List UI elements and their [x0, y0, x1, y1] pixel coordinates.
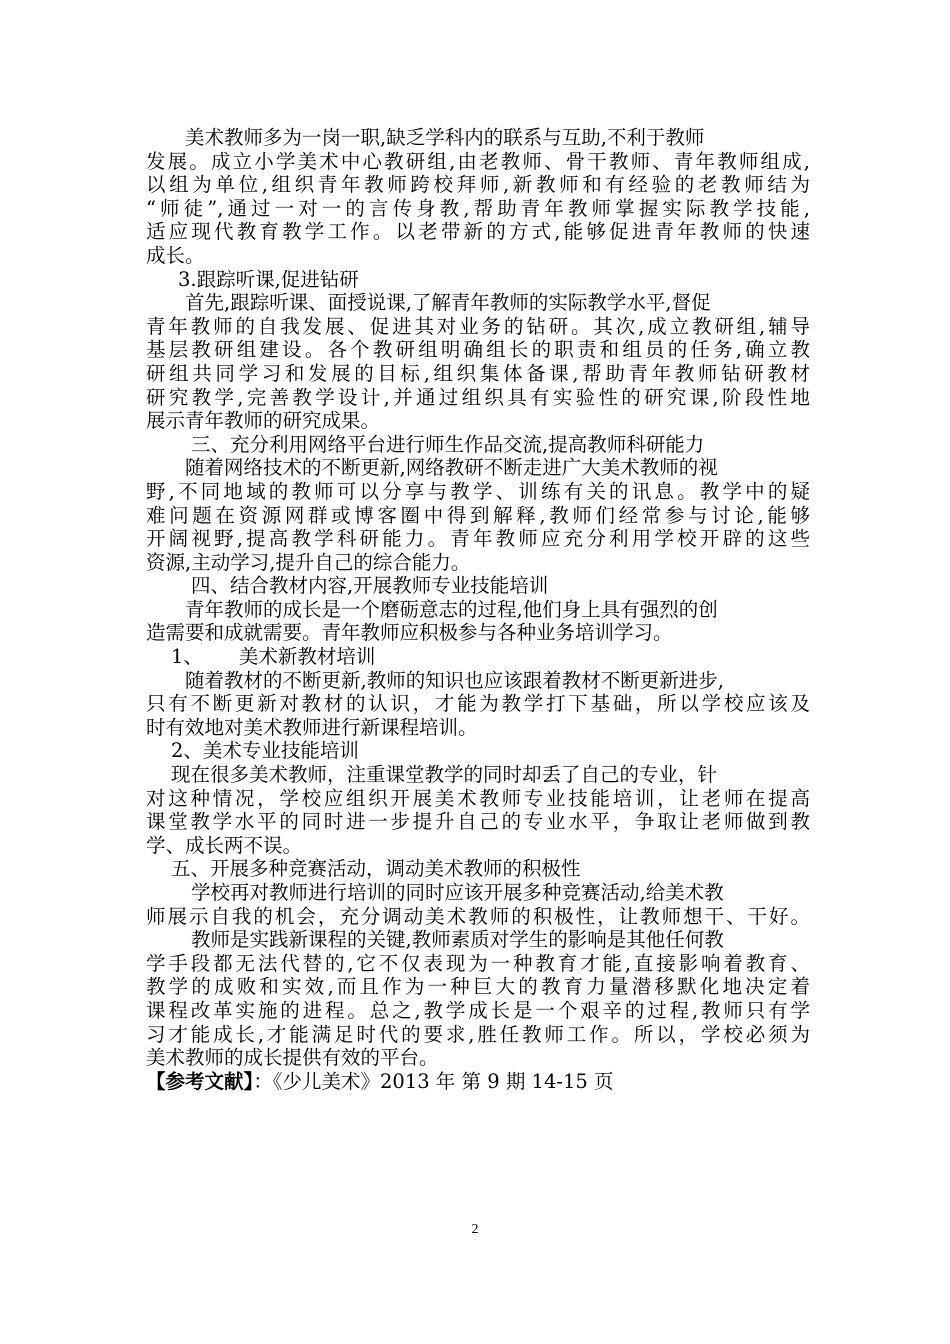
paragraph-line: 课堂教学水平的同时进一步提升自己的专业水平，争取让老师做到教 — [146, 810, 810, 834]
reference-label: 【参考文献】 — [146, 1069, 254, 1093]
paragraph-line: 时有效地对美术教师进行新课程培训。 — [146, 715, 478, 739]
paragraph-line: 青年教师的自我发展、促进其对业务的钻研。其次,成立教研组,辅导 — [146, 314, 810, 338]
subsection-number: 1、 — [171, 645, 203, 669]
paragraph-line: 成长。 — [146, 243, 205, 267]
paragraph-line: 习才能成长,才能满足时代的要求,胜任教师工作。所以，学校必须为 — [146, 1022, 810, 1046]
paragraph-line: 对这种情况，学校应组织开展美术教师专业技能培训，让老师在提高 — [146, 786, 810, 810]
paragraph-line: 学、成长两不误。 — [146, 833, 303, 857]
paragraph-line: 师展示自我的机会，充分调动美术教师的积极性，让教师想干、干好。 — [146, 904, 810, 928]
paragraph-line: “师徒”,通过一对一的言传身教,帮助青年教师掌握实际教学技能, — [146, 196, 810, 220]
paragraph-line: 教师是实践新课程的关键,教师素质对学生的影响是其他任何教 — [191, 928, 724, 952]
page-number: 2 — [471, 1222, 479, 1237]
paragraph-line: 随着网络技术的不断更新,网络教研不断走进广大美术教师的视 — [185, 456, 718, 480]
section-heading: 四、结合教材内容,开展教师专业技能培训 — [191, 574, 549, 598]
paragraph-line: 随着教材的不断更新,教师的知识也应该跟着教材不断更新进步, — [185, 668, 724, 692]
subsection-title: 美术新教材培训 — [238, 645, 376, 669]
paragraph-line: 造需要和成就需要。青年教师应积极参与各种业务培训学习。 — [146, 621, 673, 645]
paragraph-line: 资源,主动学习,提升自己的综合能力。 — [146, 550, 471, 574]
paragraph-line: 现在很多美术教师，注重课堂教学的同时却丢了自己的专业，针 — [171, 763, 718, 787]
subsection-heading — [146, 645, 810, 669]
paragraph-line: 教学的成败和实效,而且作为一种巨大的教育力量潜移默化地决定着 — [146, 975, 810, 999]
paragraph-line: 青年教师的成长是一个磨砺意志的过程,他们身上具有强烈的创 — [185, 597, 718, 621]
paragraph-line: 野,不同地域的教师可以分享与教学、训练有关的讯息。教学中的疑 — [146, 479, 810, 503]
paragraph-line: 基层教研组建设。各个教研组明确组长的职责和组员的任务,确立教 — [146, 338, 810, 362]
paragraph-line: 学校再对教师进行培训的同时应该开展多种竞赛活动,给美术教 — [191, 881, 724, 904]
paragraph-line: 只有不断更新对教材的认识，才能为教学打下基础，所以学校应该及 — [146, 692, 810, 716]
paragraph-line: 以组为单位,组织青年教师跨校拜师,新教师和有经验的老教师结为 — [146, 173, 810, 197]
document-body — [146, 126, 810, 1093]
paragraph-line: 适应现代教育教学工作。以老带新的方式,能够促进青年教师的快速 — [146, 220, 810, 244]
reference-text: ：《少儿美术》2013 年 第 9 期 14-15 页 — [253, 1069, 614, 1093]
section-heading: 三、充分利用网络平台进行师生作品交流,提高教师科研能力 — [191, 432, 705, 456]
paragraph-line: 首先,跟踪听课、面授说课,了解青年教师的实际教学水平,督促 — [185, 291, 711, 315]
paragraph-line: 学手段都无法代替的,它不仅表现为一种教育才能,直接影响着教育、 — [146, 951, 810, 975]
paragraph-line: 开阔视野,提高教学科研能力。青年教师应充分利用学校开辟的这些 — [146, 527, 810, 551]
subsection-heading: 2、美术专业技能培训 — [171, 739, 359, 763]
paragraph-line: 难问题在资源网群或博客圈中得到解释,教师们经常参与讨论,能够 — [146, 503, 810, 527]
paragraph-line: 研组共同学习和发展的目标,组织集体备课,帮助青年教师钻研教材 — [146, 361, 810, 385]
section-heading: 3.跟踪听课,促进钻研 — [178, 267, 359, 291]
paragraph-line: 发展。成立小学美术中心教研组,由老教师、骨干教师、青年教师组成, — [146, 149, 810, 173]
paragraph-line: 课程改革实施的进程。总之,教学成长是一个艰辛的过程,教师只有学 — [146, 998, 810, 1022]
paragraph-line: 美术教师多为一岗一职,缺乏学科内的联系与互助,不利于教师 — [185, 126, 705, 149]
paragraph-line: 研究教学,完善教学设计,并通过组织具有实验性的研究课,阶段性地 — [146, 385, 810, 409]
section-heading: 五、开展多种竞赛活动，调动美术教师的积极性 — [171, 857, 581, 881]
paragraph-line: 展示青年教师的研究成果。 — [146, 409, 381, 433]
paragraph-line: 美术教师的成长提供有效的平台。 — [146, 1046, 439, 1070]
reference-line — [146, 1070, 810, 1094]
